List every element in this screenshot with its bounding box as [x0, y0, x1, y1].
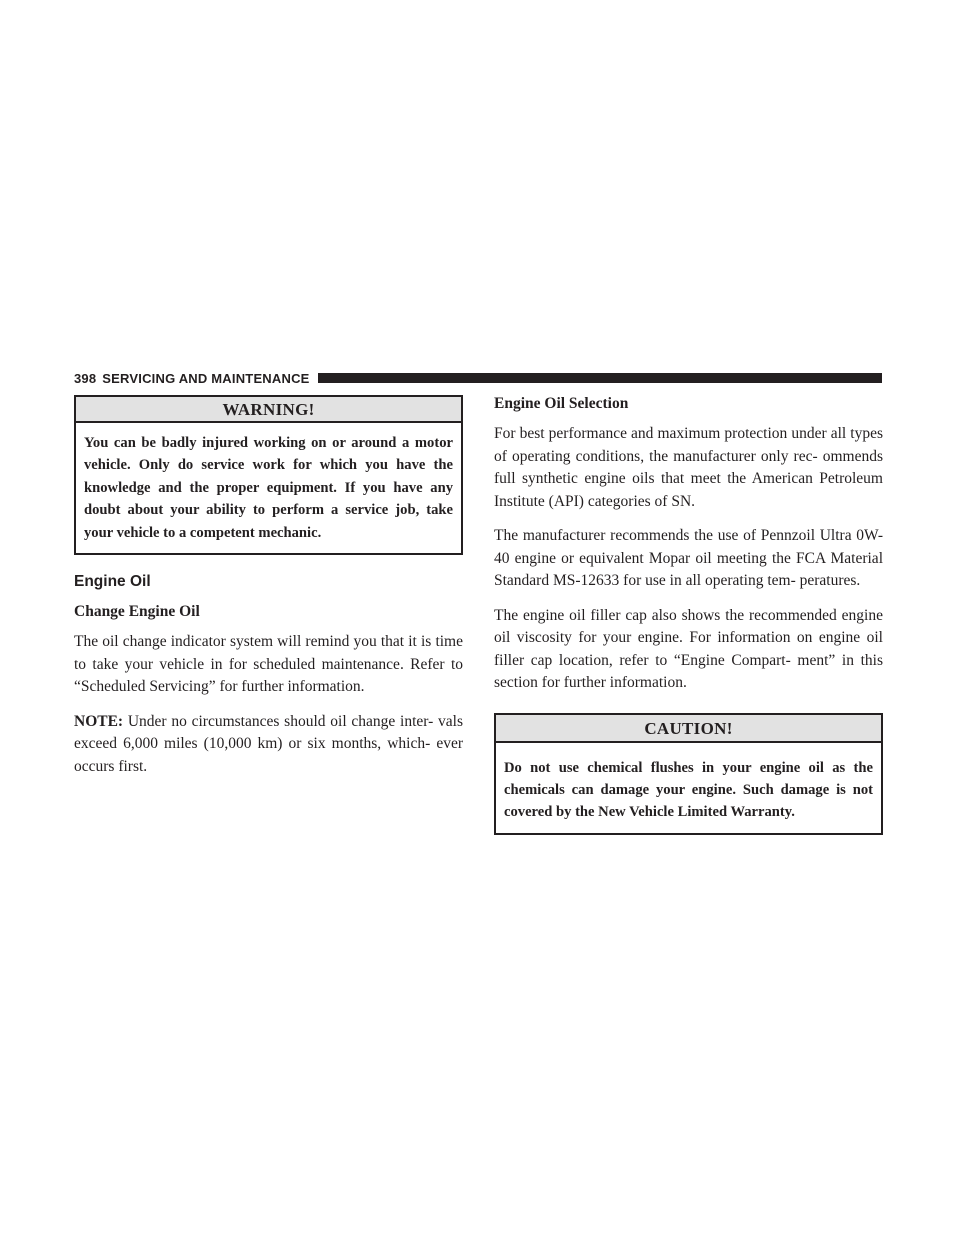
- caution-title: CAUTION!: [496, 715, 881, 743]
- oil-selection-heading: Engine Oil Selection: [494, 395, 629, 412]
- header-rule: [318, 373, 882, 383]
- page-number: 398: [74, 370, 97, 386]
- warning-title: WARNING!: [76, 397, 461, 423]
- caution-text: Do not use chemical flushes in your engine oil as the chemicals can damage your engine. Such damage is not covered by the New Vehicle Limited Warranty.: [504, 759, 873, 821]
- change-oil-text: The oil change indicator system will remind you that it is time to take your vehicle in for scheduled maintenance. Refer to “Scheduled Servicing” for further information.: [74, 633, 463, 696]
- right-column: [494, 395, 883, 835]
- caution-box: [494, 713, 883, 835]
- section-title: SERVICING AND MAINTENANCE: [102, 370, 310, 386]
- warning-box: [74, 395, 463, 555]
- note-label: NOTE:: [74, 712, 124, 730]
- selection-paragraph-1: For best performance and maximum protection under all types of operating conditions, the manufacturer only rec- ommends full synthetic engine oils that meet the American Petroleum Institute (API) categories of SN.: [494, 425, 883, 510]
- warning-text: You can be badly injured working on or around a motor vehicle. Only do service work for which you have the knowledge and the proper equipment. If you have any doubt about your ability to perform a service job, take your vehicle to a competent mechanic.: [84, 435, 453, 541]
- selection-paragraph-2: The manufacturer recommends the use of Pennzoil Ultra 0W-40 engine or equivalent Mopar oil meeting the FCA Material Standard MS-12633 for use in all operating tem- peratures.: [494, 527, 883, 589]
- selection-paragraph-3: The engine oil filler cap also shows the recommended engine oil viscosity for your engine. For information on engine oil filler cap location, refer to “Engine Compart- ment” in this section for further information.: [494, 606, 883, 691]
- page-header: [74, 369, 882, 387]
- engine-oil-heading: Engine Oil: [74, 573, 151, 591]
- left-column: [74, 395, 463, 778]
- note-text: Under no circumstances should oil change inter- vals exceed 6,000 miles (10,000 km) or six months, which- ever occurs first.: [74, 712, 464, 775]
- change-oil-heading: Change Engine Oil: [74, 603, 200, 621]
- note-paragraph: [74, 711, 463, 779]
